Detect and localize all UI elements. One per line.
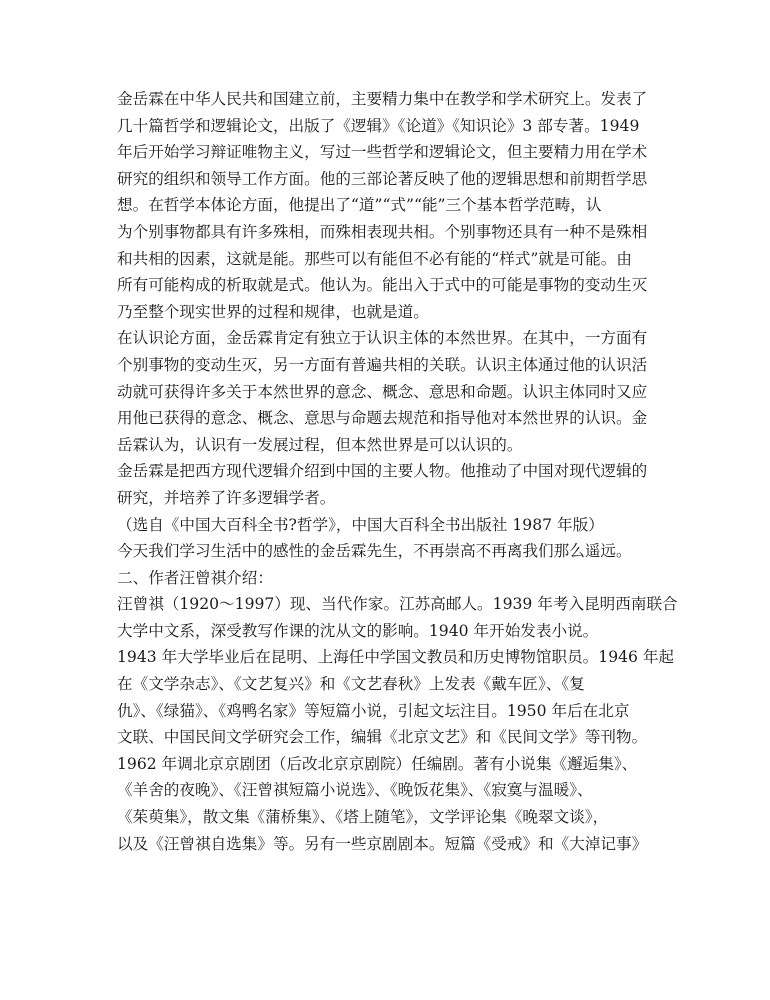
- text-line: 研究，并培养了许多逻辑学者。: [117, 488, 336, 507]
- text-line: 乃至整个现实世界的过程和规律，也就是道。: [117, 302, 429, 321]
- text-line: 岳霖认为，认识有一发展过程，但本然世界是可以认识的。: [117, 435, 523, 454]
- text-line: 1962 年调北京京剧团（后改北京京剧院）任编剧。著有小说集《邂逅集》、: [117, 754, 638, 773]
- text-line: 用他已获得的意念、概念、意思与命题去规范和指导他对本然世界的认识。金: [117, 409, 648, 428]
- text-line: 大学中文系，深受教写作课的沈从文的影响。1940 年开始发表小说。: [117, 621, 599, 640]
- text-line: 年后开始学习辩证唯物主义，写过一些哲学和逻辑论文，但主要精力用在学术: [117, 143, 648, 162]
- text-line: 个别事物的变动生灭，另一方面有普遍共相的关联。认识主体通过他的认识活: [117, 355, 648, 374]
- text-line: 和共相的因素，这就是能。那些可以有能但不必有能的“样式”就是可能。由: [117, 249, 632, 268]
- text-line: 《茱萸集》，散文集《蒲桥集》、《塔上随笔》，文学评论集《晚翠文谈》，: [117, 808, 609, 827]
- section-heading: 二、作者汪曾祺介绍：: [117, 568, 273, 587]
- text-line: 汪曾祺（1920～1997）现、当代作家。江苏高邮人。1939 年考入昆明西南联合: [117, 595, 678, 614]
- text-line: 动就可获得许多关于本然世界的意念、概念、意思和命题。认识主体同时又应: [117, 382, 648, 401]
- text-line: 几十篇哲学和逻辑论文，出版了《逻辑》《论道》《知识论》3 部专著。1949: [117, 116, 640, 135]
- text-line: 所有可能构成的析取就是式。他认为。能出入于式中的可能是事物的变动生灭: [117, 276, 648, 295]
- text-line: 金岳霖是把西方现代逻辑介绍到中国的主要人物。他推动了中国对现代逻辑的: [117, 462, 648, 481]
- text-line: 在《文学杂志》、《文艺复兴》和《文艺春秋》上发表《戴车匠》、《复: [117, 675, 585, 694]
- text-line: 研究的组织和领导工作方面。他的三部论著反映了他的逻辑思想和前期哲学思: [117, 169, 648, 188]
- text-line: 想。在哲学本体论方面，他提出了“道”“式”“能”三个基本哲学范畴，认: [117, 196, 602, 215]
- text-line: 以及《汪曾祺自选集》等。另有一些京剧剧本。短篇《受戒》和《大淖记事》: [117, 834, 648, 853]
- text-line: 在认识论方面，金岳霖肯定有独立于认识主体的本然世界。在其中，一方面有: [117, 329, 648, 348]
- text-line: 为个别事物都具有许多殊相，而殊相表现共相。个别事物还具有一种不是殊相: [117, 222, 648, 241]
- text-line: 仇》、《绿猫》、《鸡鸭名家》等短篇小说，引起文坛注目。1950 年后在北京: [117, 701, 630, 720]
- document-body: [117, 86, 678, 857]
- text-line: 1943 年大学毕业后在昆明、上海任中学国文教员和历史博物馆职员。1946 年起: [117, 648, 675, 667]
- text-line: 文联、中国民间文学研究会工作，编辑《北京文艺》和《民间文学》等刊物。: [117, 728, 648, 747]
- source-citation: （选自《中国大百科全书?哲学》，中国大百科全书出版社 1987 年版）: [117, 515, 604, 534]
- text-line: 今天我们学习生活中的感性的金岳霖先生，不再崇高不再离我们那么遥远。: [117, 542, 632, 561]
- text-line: 金岳霖在中华人民共和国建立前，主要精力集中在教学和学术研究上。发表了: [117, 90, 648, 108]
- text-line: 《羊舍的夜晚》、《汪曾祺短篇小说选》、《晚饭花集》、《寂寞与温暖》、: [117, 781, 593, 800]
